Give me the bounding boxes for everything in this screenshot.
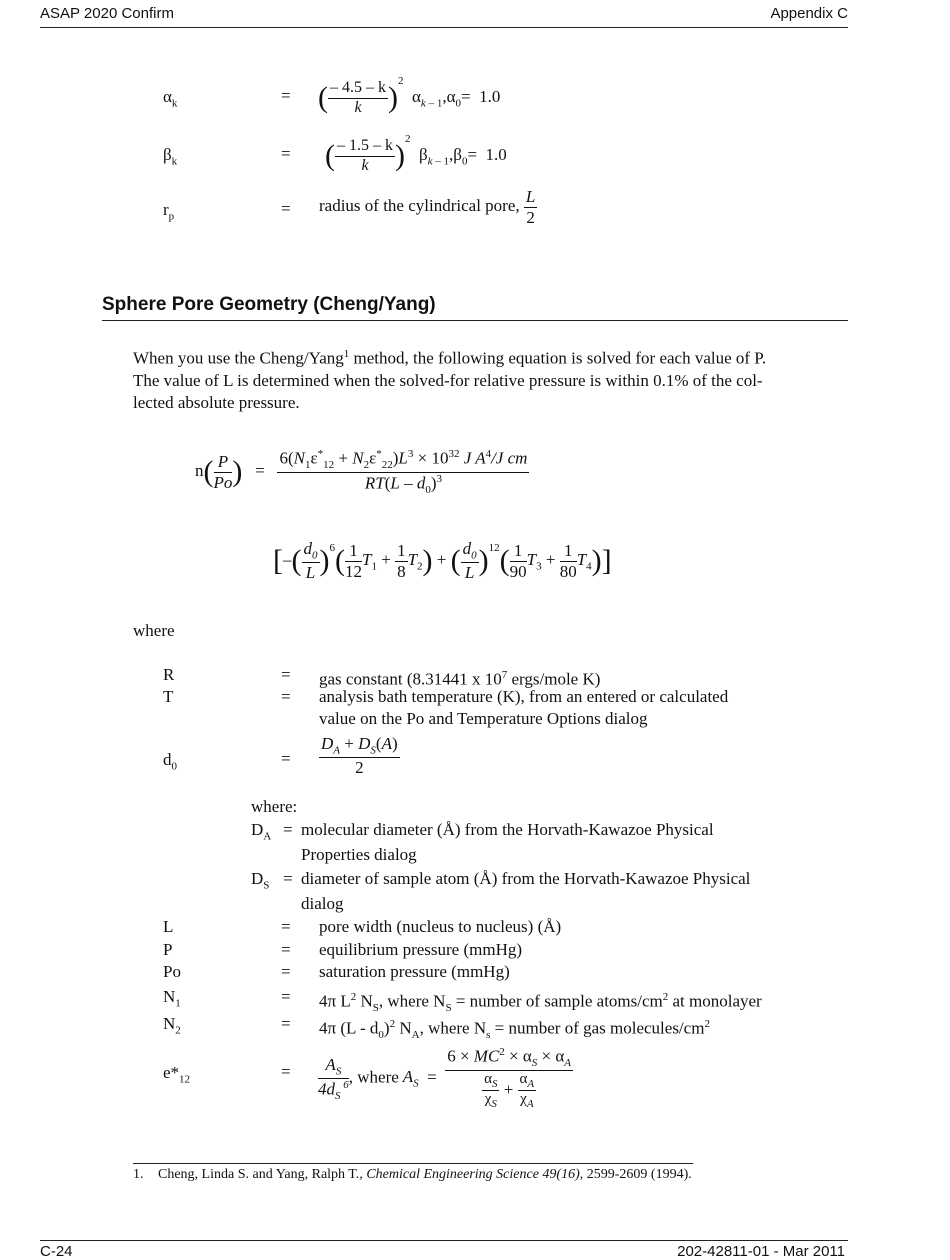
def-DS-equals: =: [283, 869, 293, 888]
def-P-symbol: P: [163, 940, 173, 959]
alpha-k-formula: ( $\frac{- 4.5 - k}{k}$ )$^2$ $\alpha_k$ $_{- 1},\alpha_0= 1.0$: [318, 75, 501, 116]
where-label: where: [133, 621, 175, 640]
inner-where-label: where:: [251, 797, 298, 816]
def-DS-symbol: $D_S$: [251, 869, 270, 892]
alpha-k-equals: =: [281, 86, 291, 105]
footnote-rule: [133, 1163, 693, 1164]
main-equation-bracket: [–( $\frac{d_0}{L}$ )$^6$( $\frac{1}{12}$ $T_1$ + $\frac{1}{8}$ $T_2$) + ( $\frac{d_0}{L}$ )$^{12}$( $\frac{1}{90}$ $T_3$ + $\frac{1}{80}$ $T_4$)]: [273, 539, 612, 583]
def-e12-equals: =: [281, 1062, 291, 1081]
def-e12-formula: $\frac{A_S}{4d_S ^6}$ , where $A_S$ = $6 \times MC^2 \times \alpha_S \times \alpha_A$ $\frac{\alpha_S}{\chi_S}$ + $\frac{\alpha_A}{\chi_A}$: [318, 1046, 572, 1111]
def-R-symbol: R: [163, 665, 175, 684]
def-R-equals: =: [281, 665, 291, 684]
def-d0-symbol: $d_0$: [163, 750, 177, 773]
def-d0-formula: $\frac{D_A + D_S(A)}{2}$: [321, 734, 398, 778]
rp-equals: =: [281, 199, 291, 218]
rp-symbol: $r_p$: [163, 200, 175, 223]
def-N2-symbol: $N_2$: [163, 1014, 181, 1037]
footnote-text: Cheng, Linda S. and Yang, Ralph T., Chemical Engineering Science 49(16), 2599-2609 (1994).: [158, 1167, 692, 1182]
def-R-text: gas constant (8.31441 x $10^7$ ergs/mole K): [319, 669, 601, 689]
def-e12-symbol: $e*_{12}$: [163, 1063, 191, 1086]
def-N2-equals: =: [281, 1014, 291, 1033]
footnote-number: 1.: [133, 1167, 144, 1182]
alpha-k-symbol: $\alpha_k$: [163, 87, 178, 110]
header-rule: [40, 27, 848, 28]
section-rule: [102, 320, 848, 321]
def-DA-symbol: $D_A$: [251, 820, 272, 843]
header-appendix: Appendix C: [770, 5, 848, 22]
def-L-text: pore width (nucleus to nucleus) (Å): [319, 917, 562, 936]
def-T-text: analysis bath temperature (K), from an entered or calculated value on the Po and Temperature Options dialog: [319, 687, 729, 728]
footer-doc-id: 202-42811-01 - Mar 2011: [677, 1243, 845, 1260]
footer-page-number: C-24: [40, 1243, 73, 1260]
beta-k-symbol: $\beta_k$: [163, 145, 178, 168]
header-title: ASAP 2020 Confirm: [40, 5, 174, 22]
def-Po-text: saturation pressure (mmHg): [319, 962, 510, 981]
def-T-symbol: T: [163, 687, 174, 706]
def-N1-symbol: $N_1$: [163, 987, 181, 1010]
def-L-equals: =: [281, 917, 291, 936]
def-DA-equals: =: [283, 820, 293, 839]
def-DS-text: diameter of sample atom (Å) from the Horvath-Kawazoe Physical dialog: [301, 869, 751, 913]
beta-k-equals: =: [281, 144, 291, 163]
def-P-equals: =: [281, 940, 291, 959]
def-Po-symbol: Po: [163, 962, 181, 981]
def-DA-text: molecular diameter (Å) from the Horvath-Kawazoe Physical Properties dialog: [301, 820, 714, 864]
def-N1-equals: =: [281, 987, 291, 1006]
def-N2-text: 4π $(L - d_0)^2$ $N_A$, where $N_s$ = number of gas molecules/$cm^2$: [319, 1018, 710, 1042]
beta-k-formula: ( $\frac{- 1.5 - k}{k}$ )$^2$ $\beta_k$ $_{- 1},\beta_0= 1.0$: [325, 133, 507, 174]
footer-rule: [40, 1240, 848, 1241]
rp-definition: radius of the cylindrical pore, $\frac{L}{2}$: [319, 187, 536, 227]
def-N1-text: 4π $L^2$ $N_S$, where $N_S$ = number of sample atoms/$cm^2$ at monolayer: [319, 991, 762, 1015]
def-T-equals: =: [281, 687, 291, 706]
section-title: Sphere Pore Geometry (Cheng/Yang): [102, 294, 436, 315]
main-equation: n( $\frac{P}{Po}$ ) = $\frac{6(N_1\varepsilon^*_{12} + N_2\varepsilon^*_{22})L^3 \times 10^{32} J A^4/J cm}{RT(L - d_0)^3}$: [195, 448, 528, 496]
def-d0-equals: =: [281, 749, 291, 768]
def-P-text: equilibrium pressure (mmHg): [319, 940, 523, 959]
def-Po-equals: =: [281, 962, 291, 981]
def-L-symbol: L: [163, 917, 174, 936]
intro-paragraph: When you use the Cheng/Yang$^1$ method, the following equation is solved for each value of P. The value of L is determined when the solved-for relative pressure is within 0.1% of the col- lected absolute pressure.: [133, 348, 767, 412]
